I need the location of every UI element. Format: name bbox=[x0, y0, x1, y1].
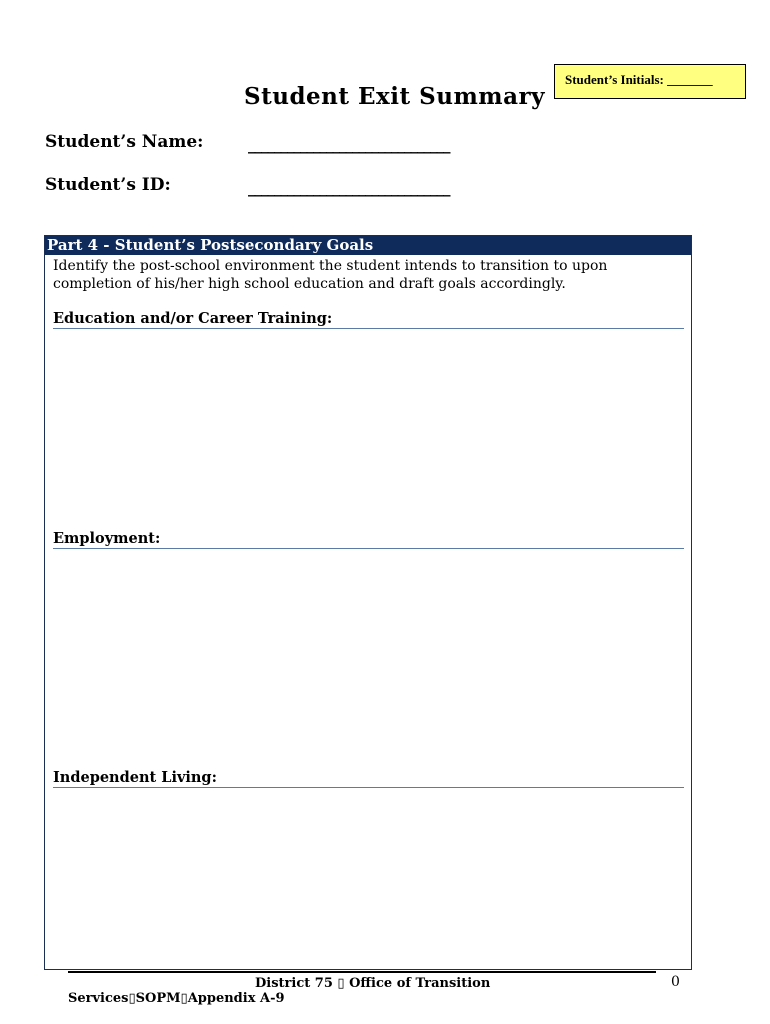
education-training-area[interactable] bbox=[53, 331, 684, 526]
student-id-field[interactable]: _______________________________ bbox=[248, 179, 450, 197]
education-training-heading: Education and/or Career Training: bbox=[53, 310, 684, 329]
postsecondary-goals-section bbox=[44, 235, 692, 970]
footer-line-2: Services▯SOPM▯Appendix A-9 bbox=[68, 991, 285, 1006]
student-name-field[interactable]: _______________________________ bbox=[248, 136, 450, 154]
section-header: Part 4 - Student’s Postsecondary Goals bbox=[45, 236, 691, 255]
independent-living-heading: Independent Living: bbox=[53, 769, 684, 788]
students-initials-label: Student’s Initials: _______ bbox=[565, 72, 713, 87]
employment-area[interactable] bbox=[53, 551, 684, 766]
employment-heading: Employment: bbox=[53, 530, 684, 549]
students-initials-box[interactable] bbox=[554, 64, 746, 99]
independent-living-area[interactable] bbox=[53, 791, 684, 961]
page-number: 0 bbox=[671, 974, 680, 990]
footer-divider bbox=[68, 971, 656, 973]
footer-line-1: District 75 ▯ Office of Transition bbox=[255, 976, 491, 991]
student-name-label: Student’s Name: bbox=[45, 132, 204, 152]
page-title: Student Exit Summary bbox=[244, 83, 546, 110]
student-id-label: Student’s ID: bbox=[45, 175, 171, 195]
section-instructions: Identify the post-school environment the student intends to transition to upon completion of his/her high school education and draft goals accordingly. bbox=[53, 258, 608, 292]
